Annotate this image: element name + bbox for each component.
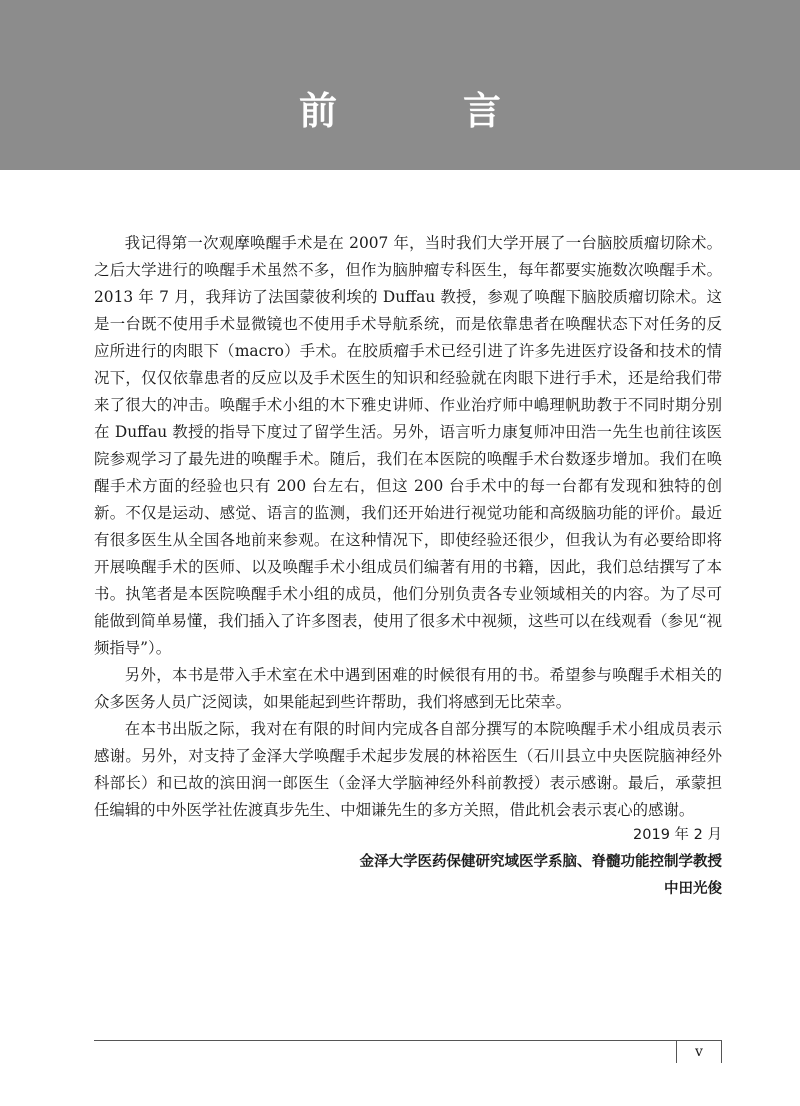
paragraph-1: 我记得第一次观摩唤醒手术是在 2007 年，当时我们大学开展了一台脑胶质瘤切除术。之后大学进行的唤醒手术虽然不多，但作为脑肿瘤专科医生，每年都要实施数次唤醒手术。2013 年 7 月，我拜访了法国蒙彼利埃的 Duffau 教授，参观了唤醒下脑胶质瘤切除术。这是一台既不使用手术显微镜也不使用手术导航系统，而是依靠患者在唤醒状态下对任务的反应所进行的肉眼下（macro）手术。在胶质瘤手术已经引进了许多先进医疗设备和技术的情况下，仅仅依靠患者的反应以及手术医生的知识和经验就在肉眼下进行手术，还是给我们带来了很大的冲击。唤醒手术小组的木下雅史讲师、作业治疗师中嶋理帆助教于不同时期分别在 Duffau 教授的指导下度过了留学生活。另外，语言听力康复师冲田浩一先生也前往该医院参观学习了最先进的唤醒手术。随后，我们在本医院的唤醒手术台数逐步增加。我们在唤醒手术方面的经验也只有 200 台左右，但这 200 台手术中的每一台都有发现和独特的创新。不仅是运动、感觉、语言的监测，我们还开始进行视觉功能和高级脑功能的评价。最近有很多医生从全国各地前来参观。在这种情况下，即使经验还很少，但我认为有必要给即将开展唤醒手术的医师、以及唤醒手术小组成员们编著有用的书籍，因此，我们总结撰写了本书。执笔者是本医院唤醒手术小组的成员，他们分别负责各专业领域相关的内容。为了尽可能做到简单易懂，我们插入了许多图表，使用了很多术中视频，这些可以在线观看（参见“视频指导”）。	[94, 234, 722, 657]
signature-affiliation: 金泽大学医药保健研究域医学系脑、脊髓功能控制学教授	[359, 854, 722, 870]
signature-name: 中田光俊	[664, 881, 722, 897]
signature-date: 2019 年 2 月	[633, 827, 722, 843]
page-title: 前 言	[298, 89, 545, 133]
signature-block	[360, 822, 723, 903]
page-number: v	[695, 1044, 703, 1060]
footer-rule	[94, 1040, 722, 1041]
folio-divider-right	[721, 1041, 722, 1063]
body-text	[94, 230, 722, 824]
paragraph-2: 另外，本书是带入手术室在术中遇到困难的时候很有用的书。希望参与唤醒手术相关的众多医务人员广泛阅读，如果能起到些许帮助，我们将感到无比荣幸。	[94, 666, 722, 711]
header-band	[0, 0, 800, 170]
paragraph-3: 在本书出版之际，我对在有限的时间内完成各自部分撰写的本院唤醒手术小组成员表示感谢。另外，对支持了金泽大学唤醒手术起步发展的林裕医生（石川县立中央医院脑神经外科部长）和已故的滨田润一郎医生（金泽大学脑神经外科前教授）表示感谢。最后，承蒙担任编辑的中外医学社佐渡真步先生、中畑谦先生的多方关照，借此机会表示衷心的感谢。	[94, 720, 722, 819]
